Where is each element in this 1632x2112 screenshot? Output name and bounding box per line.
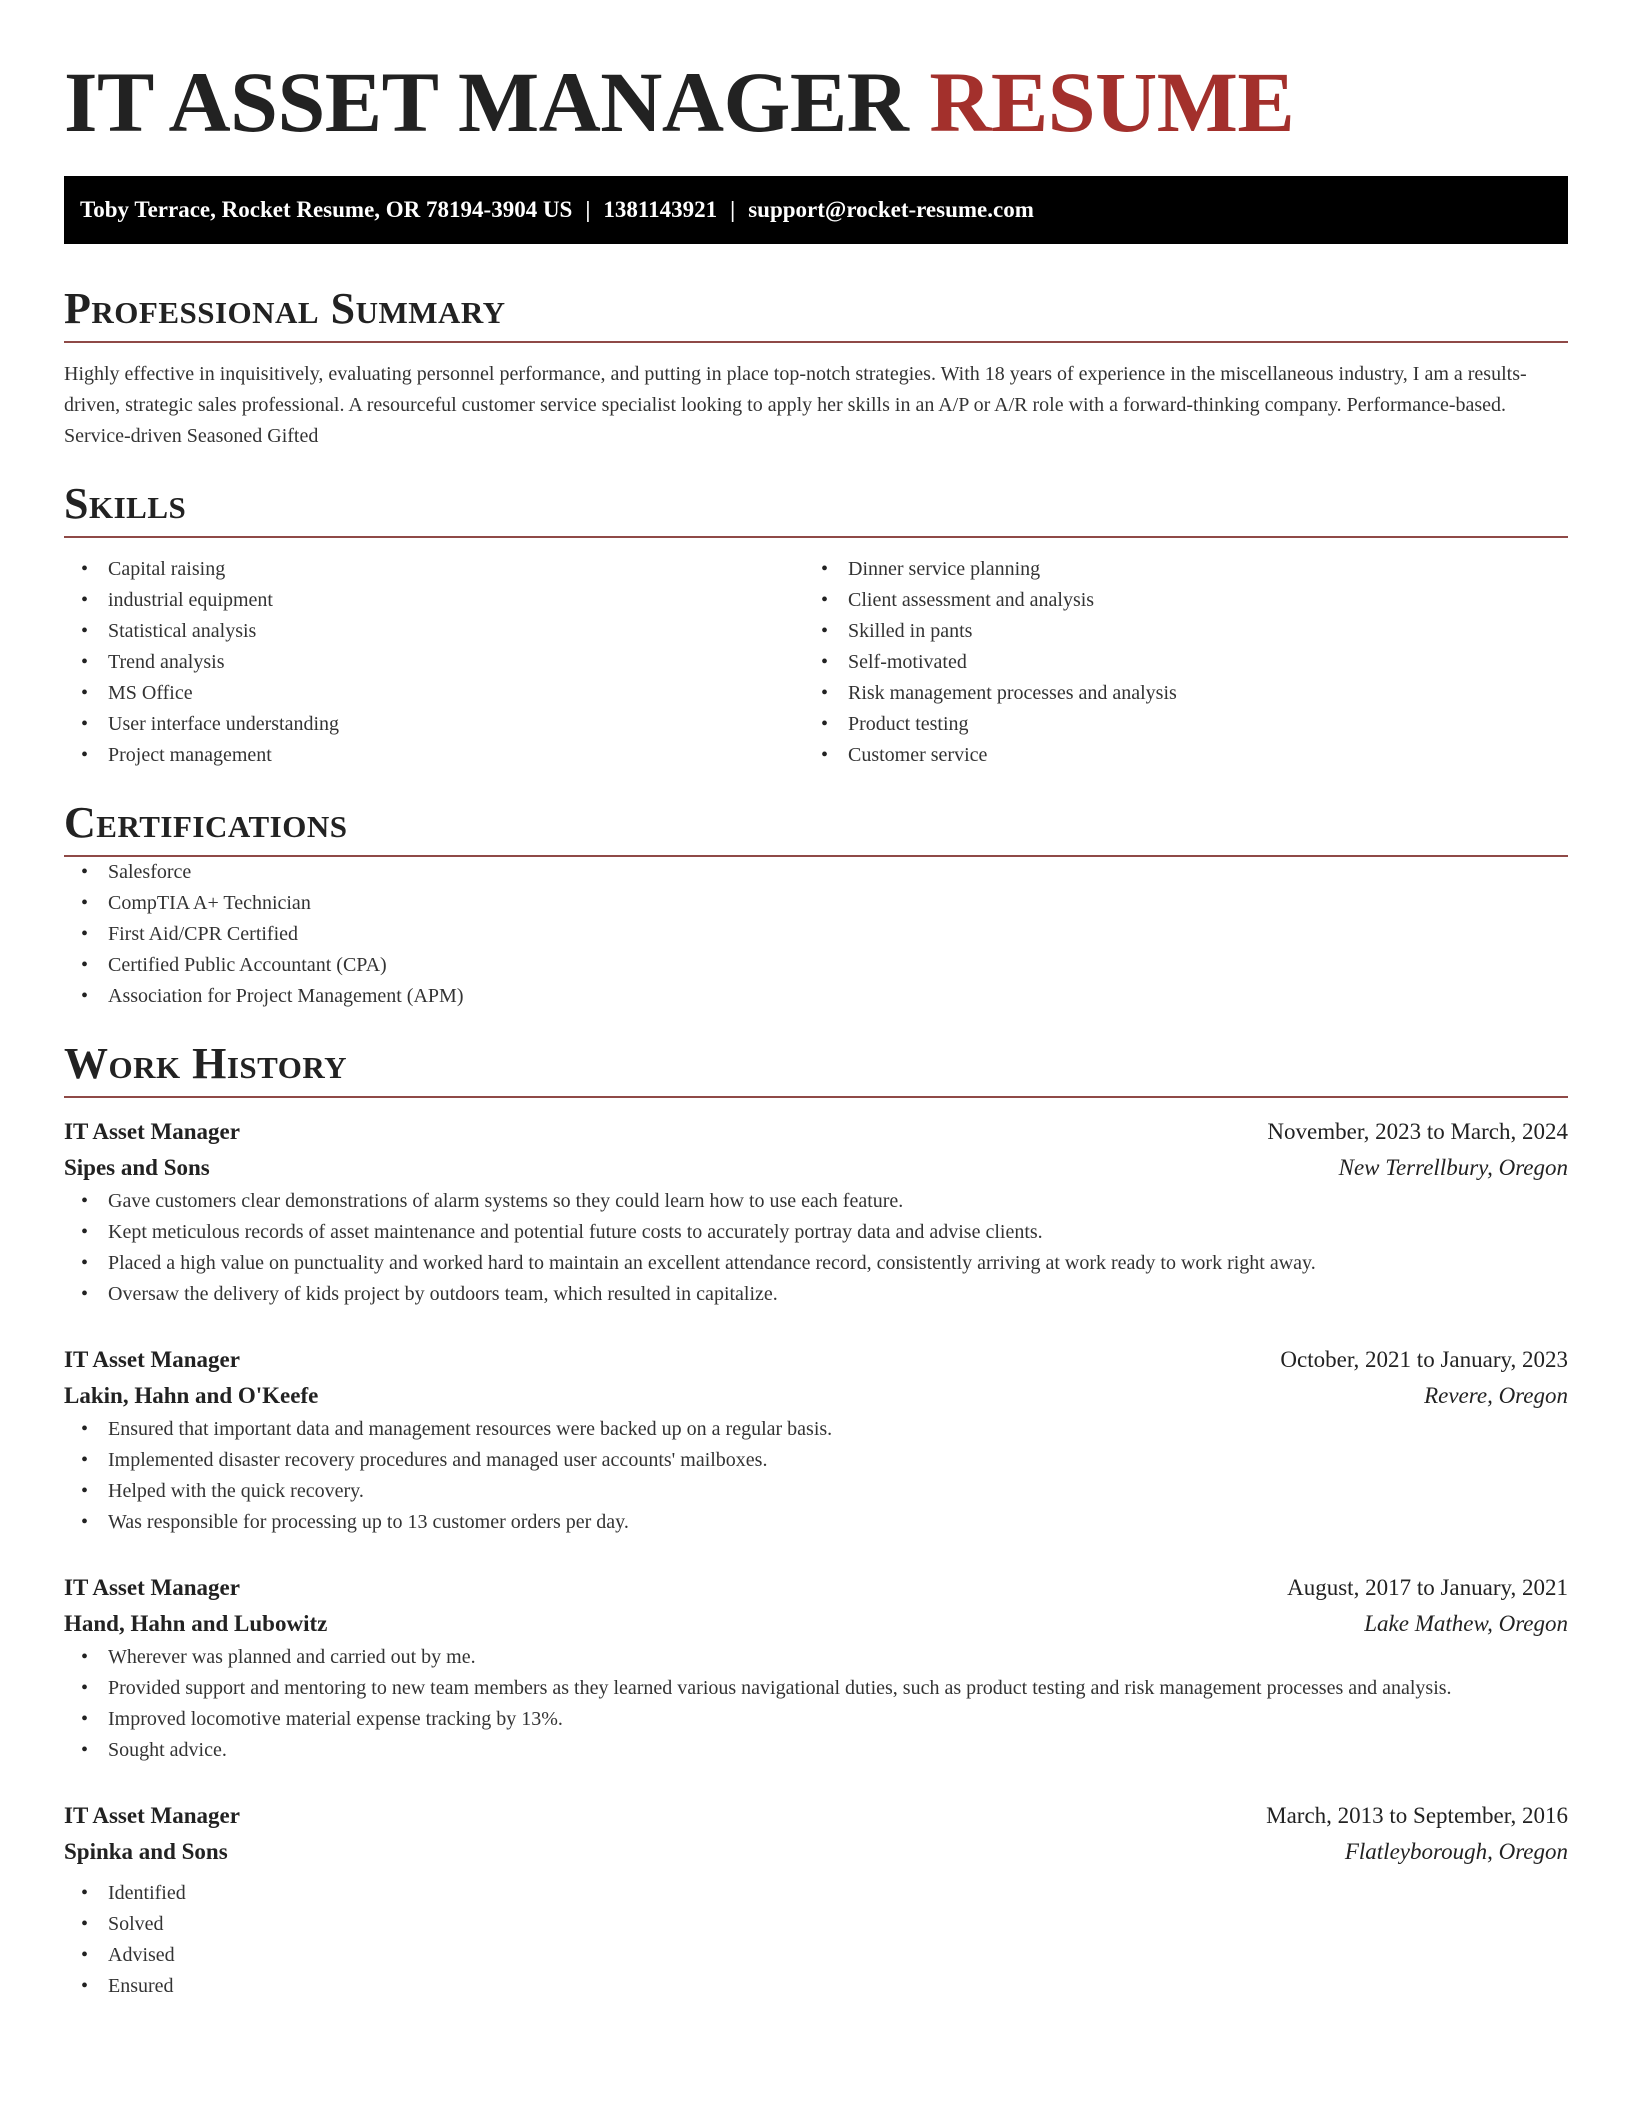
skills-grid bbox=[64, 554, 1568, 771]
job-bullet: • Advised bbox=[64, 1940, 1568, 1971]
job-header-row bbox=[64, 1114, 1568, 1150]
certification-item: • CompTIA A+ Technician bbox=[64, 888, 1568, 919]
job-dates: November, 2023 to March, 2024 bbox=[1267, 1119, 1568, 1144]
skill-item: • Self-motivated bbox=[804, 647, 1544, 678]
job-entry bbox=[64, 1114, 1568, 1310]
skills-list-right bbox=[804, 554, 1544, 771]
certifications-heading: Certifications bbox=[64, 798, 348, 847]
job-title: IT Asset Manager bbox=[64, 1347, 240, 1372]
skill-item: • Product testing bbox=[804, 709, 1544, 740]
job-bullet: • Solved bbox=[64, 1909, 1568, 1940]
skill-item: • Risk management processes and analysis bbox=[804, 678, 1544, 709]
skills-section bbox=[64, 479, 1568, 771]
job-location: Flatleyborough, Oregon bbox=[1344, 1839, 1568, 1864]
skill-item: • Trend analysis bbox=[64, 647, 804, 678]
skill-item: • Statistical analysis bbox=[64, 616, 804, 647]
contact-phone: 1381143921 bbox=[603, 197, 718, 222]
job-company: Lakin, Hahn and O'Keefe bbox=[64, 1383, 319, 1408]
job-bullet: • Was responsible for processing up to 13 customer orders per day. bbox=[64, 1507, 1568, 1538]
job-bullet: • Wherever was planned and carried out by me. bbox=[64, 1642, 1568, 1673]
work-history-heading: Work History bbox=[64, 1039, 348, 1088]
job-location: New Terrellbury, Oregon bbox=[1338, 1155, 1568, 1180]
skill-item: • Capital raising bbox=[64, 554, 804, 585]
job-bullet-list bbox=[64, 1186, 1568, 1310]
summary-section bbox=[64, 284, 1568, 452]
job-bullet: • Gave customers clear demonstrations of alarm systems so they could learn how to use each feature. bbox=[64, 1186, 1568, 1217]
summary-text: Highly effective in inquisitively, evaluating personnel performance, and putting in place top-notch strategies. With 18 years of experience in the miscellaneous industry, I am a results-driven, strategic sales professional. A resourceful customer service specialist looking to apply her skills in an A/P or A/R role with a forward-thinking company. Performance-based. Service-driven Seasoned Gifted bbox=[64, 363, 1527, 447]
job-bullet: • Ensured bbox=[64, 1971, 1568, 2002]
job-title: IT Asset Manager bbox=[64, 1119, 240, 1144]
job-entry bbox=[64, 1798, 1568, 2002]
job-company: Hand, Hahn and Lubowitz bbox=[64, 1611, 328, 1636]
certifications-list bbox=[64, 857, 1568, 1012]
resume-page bbox=[64, 0, 1568, 2002]
job-header-row bbox=[64, 1570, 1568, 1606]
job-bullet: • Kept meticulous records of asset maintenance and potential future costs to accurately portray data and advise clients. bbox=[64, 1217, 1568, 1248]
job-header-row bbox=[64, 1342, 1568, 1378]
certification-item: • Association for Project Management (APM) bbox=[64, 981, 1568, 1012]
job-bullet-list bbox=[64, 1414, 1568, 1538]
job-dates: October, 2021 to January, 2023 bbox=[1280, 1347, 1568, 1372]
job-bullet: • Provided support and mentoring to new team members as they learned various navigational duties, such as product testing and risk management processes and analysis. bbox=[64, 1673, 1568, 1704]
job-location: Revere, Oregon bbox=[1424, 1383, 1568, 1408]
job-title: IT Asset Manager bbox=[64, 1803, 240, 1828]
job-bullet: • Helped with the quick recovery. bbox=[64, 1476, 1568, 1507]
job-bullet: • Placed a high value on punctuality and worked hard to maintain an excellent attendance record, consistently arriving at work ready to work right away. bbox=[64, 1248, 1568, 1279]
skill-item: • Skilled in pants bbox=[804, 616, 1544, 647]
job-dates: August, 2017 to January, 2021 bbox=[1287, 1575, 1568, 1600]
certifications-section bbox=[64, 798, 1568, 1012]
job-bullet-list bbox=[64, 1878, 1568, 2002]
job-bullet: • Ensured that important data and management resources were backed up on a regular basis. bbox=[64, 1414, 1568, 1445]
job-bullet: • Improved locomotive material expense tracking by 13%. bbox=[64, 1704, 1568, 1735]
job-company-row bbox=[64, 1150, 1568, 1186]
job-entry bbox=[64, 1342, 1568, 1538]
job-bullet: • Identified bbox=[64, 1878, 1568, 1909]
skill-item: • industrial equipment bbox=[64, 585, 804, 616]
skill-item: • Dinner service planning bbox=[804, 554, 1544, 585]
job-title: IT Asset Manager bbox=[64, 1575, 240, 1600]
skills-heading: Skills bbox=[64, 479, 187, 528]
contact-separator: | bbox=[585, 197, 591, 222]
summary-heading: Professional Summary bbox=[64, 284, 506, 333]
job-company-row bbox=[64, 1606, 1568, 1642]
job-header-row bbox=[64, 1798, 1568, 1834]
certification-item: • Certified Public Accountant (CPA) bbox=[64, 950, 1568, 981]
skill-item: • MS Office bbox=[64, 678, 804, 709]
section-divider bbox=[64, 536, 1568, 538]
certification-item: • First Aid/CPR Certified bbox=[64, 919, 1568, 950]
job-location: Lake Mathew, Oregon bbox=[1364, 1611, 1568, 1636]
job-company-row bbox=[64, 1378, 1568, 1414]
skill-item: • User interface understanding bbox=[64, 709, 804, 740]
job-bullet: • Sought advice. bbox=[64, 1735, 1568, 1766]
contact-bar bbox=[64, 176, 1568, 244]
job-bullet-list bbox=[64, 1642, 1568, 1766]
job-bullet: • Implemented disaster recovery procedures and managed user accounts' mailboxes. bbox=[64, 1445, 1568, 1476]
certification-item: • Salesforce bbox=[64, 857, 1568, 888]
resume-title-main: IT ASSET MANAGER bbox=[64, 54, 909, 150]
skill-item: • Client assessment and analysis bbox=[804, 585, 1544, 616]
resume-title bbox=[64, 0, 1568, 150]
job-entry bbox=[64, 1570, 1568, 1766]
job-company-row bbox=[64, 1834, 1568, 1870]
contact-email[interactable]: support@rocket-resume.com bbox=[748, 197, 1034, 222]
work-history-section bbox=[64, 1039, 1568, 2002]
contact-separator: | bbox=[730, 197, 736, 222]
job-company: Spinka and Sons bbox=[64, 1839, 228, 1864]
skill-item: • Project management bbox=[64, 740, 804, 771]
contact-address: Toby Terrace, Rocket Resume, OR 78194-3904 US bbox=[80, 197, 573, 222]
job-company: Sipes and Sons bbox=[64, 1155, 210, 1180]
section-divider bbox=[64, 341, 1568, 343]
resume-title-accent: RESUME bbox=[929, 54, 1295, 150]
skill-item: • Customer service bbox=[804, 740, 1544, 771]
skills-list-left bbox=[64, 554, 804, 771]
job-dates: March, 2013 to September, 2016 bbox=[1266, 1803, 1568, 1828]
job-bullet: • Oversaw the delivery of kids project by outdoors team, which resulted in capitalize. bbox=[64, 1279, 1568, 1310]
section-divider bbox=[64, 1096, 1568, 1098]
